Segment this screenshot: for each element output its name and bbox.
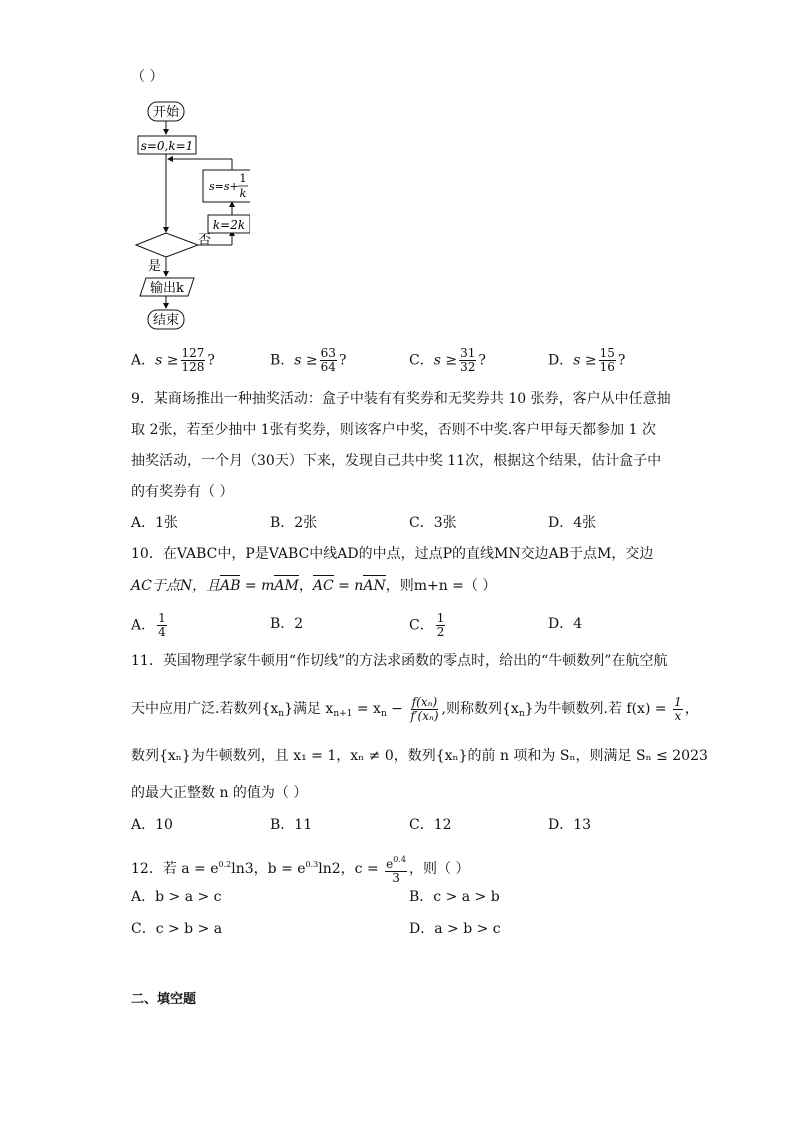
flowchart (130, 98, 250, 334)
q11-f-num: 1 (674, 694, 682, 709)
vector-am: AM (274, 578, 299, 594)
frac-den: 32 (460, 360, 476, 374)
q12-a-tail: ln3，b = e (231, 861, 306, 877)
q9-line-2: 取 2张，若至少抽中 1张有奖券，则该客户中奖，否则不中奖.客户甲每天都参加 1 次 (131, 422, 656, 438)
vector-an: AN (363, 578, 386, 594)
vector-ac: AC (312, 578, 334, 594)
q12-option-c[interactable]: C．c > b > a (131, 921, 223, 937)
q12-option-b[interactable]: B．c > a > b (409, 889, 500, 905)
q10-text-a: AC于点N，且 (131, 578, 221, 594)
frac-den: 4 (158, 625, 166, 639)
q10-line-2 (131, 576, 496, 596)
q9-option-d[interactable]: D．4张 (548, 515, 597, 531)
q11-f-den: x (674, 708, 682, 723)
q12-stem (131, 852, 469, 885)
flow-yes-label: 是 (148, 259, 162, 274)
vector-ab: AB (220, 578, 241, 594)
flow-update-s-den: k (239, 187, 247, 200)
q8-option-a[interactable] (131, 347, 215, 374)
q8-option-d[interactable] (548, 347, 625, 374)
q11-t-a: 天中应用广泛.若数列{x (131, 701, 279, 717)
q9-option-a[interactable]: A．1张 (131, 515, 179, 531)
frac-num: 31 (460, 346, 476, 360)
flow-output-text: 输出k (150, 281, 184, 296)
option-tail: ? (617, 352, 626, 369)
q11-line-2: 天中应用广泛.若数列$\{x_n\}$满足 $x_{n+1} = x_n$ − $\frac{\text{f(xₙ)}}{\text{f′(xₙ)}}$ ,则称数列$\{x_n\}$为牛顿数列.若 f(x) = $\frac{1}{x}$ ， (131, 694, 699, 723)
q10-text-e: ，则m+n =（ ） (385, 578, 497, 594)
q11-t-c: = x (352, 701, 381, 717)
option-tail: ? (478, 352, 486, 369)
q11-t-d: − (386, 701, 408, 717)
q10-option-a[interactable] (131, 612, 169, 639)
q10-option-b[interactable]: B．2 (270, 616, 304, 632)
q12-a-exp: 0.2 (218, 860, 232, 869)
q11-t-f: }为牛顿数列.若 f(x) = (524, 701, 672, 717)
flow-update-k-text: k=2k (212, 218, 246, 232)
flow-update-s-prefix: s=s+ (209, 180, 239, 193)
q12-prefix: 12．若 a = e (131, 861, 219, 877)
frac-num: 1 (158, 611, 166, 625)
flow-decision (136, 233, 198, 257)
option-tail: ? (207, 352, 215, 369)
q10-text-d: = n (333, 578, 364, 594)
option-label: A． (131, 617, 156, 634)
q12-c-num: e (386, 857, 394, 871)
option-rel: s ≥ (155, 352, 179, 369)
q11-line-4: 的最大正整数 n 的值为（ ） (131, 785, 308, 801)
option-rel: s ≥ (294, 352, 318, 369)
q9-line-1: 9．某商场推出一种抽奖活动：盒子中装有有奖券和无奖券共 10 张券，客户从中任意抽 (131, 391, 671, 407)
q11-option-a[interactable]: A．10 (131, 817, 173, 833)
option-tail: ? (338, 352, 347, 369)
q10-line-1: 10．在VABC中，P是VABC中线AD的中点，过点P的直线MN交边AB于点M，交边 (131, 546, 654, 562)
q11-frac-den: f′(xₙ) (410, 708, 439, 723)
frac-num: 63 (320, 346, 336, 360)
top-paren: （ ） (131, 69, 164, 85)
q12-c-num-exp: 0.4 (393, 855, 406, 864)
q12-suffix: ，则（ ） (409, 861, 470, 877)
flow-init-text: s=0,k=1 (140, 139, 194, 153)
q10-option-d[interactable]: D．4 (548, 616, 583, 632)
q12-b-exp: 0.3 (305, 860, 319, 869)
q11-option-d[interactable]: D．13 (548, 817, 592, 833)
option-label: C． (409, 352, 434, 369)
q11-line-3: 数列{xₙ}为牛顿数列，且 x₁ = 1，xₙ ≠ 0，数列{xₙ}的前 n 项和为 Sₙ，则满足 Sₙ ≤ 2023 (131, 748, 708, 764)
frac-den: 64 (320, 360, 336, 374)
q9-line-3: 抽奖活动，一个月（30天）下来，发现自己共中奖 11次，根据这个结果，估计盒子中 (131, 453, 662, 469)
q11-option-b[interactable]: B．11 (270, 817, 313, 833)
section-title: 二、填空题 (131, 992, 197, 1007)
q11-line-1: 11．英国物理学家牛顿用“作切线”的方法求函数的零点时，给出的“牛顿数列”在航空航 (131, 653, 668, 669)
q12-option-d[interactable]: D．a > b > c (409, 921, 501, 937)
q9-option-b[interactable]: B．2张 (270, 515, 318, 531)
frac-den: 16 (599, 360, 615, 374)
q9-option-c[interactable]: C．3张 (409, 515, 457, 531)
q11-t-b: }满足 x (284, 701, 334, 717)
option-label: C． (409, 617, 434, 634)
q11-option-c[interactable]: C．12 (409, 817, 452, 833)
q12-c-den: 3 (392, 871, 400, 885)
q11-t-g: ， (684, 701, 699, 717)
q8-option-c[interactable] (409, 347, 486, 374)
option-label: A． (131, 352, 156, 369)
frac-num: 1 (436, 611, 445, 625)
q12-b-tail: ln2，c = (318, 861, 384, 877)
flow-update-s-num: 1 (239, 172, 247, 185)
frac-den: 128 (181, 360, 205, 374)
q12-option-a[interactable]: A．b > a > c (131, 889, 222, 905)
flow-start-text: 开始 (152, 105, 180, 120)
option-rel: s ≥ (573, 352, 597, 369)
q8-option-b[interactable] (270, 347, 346, 374)
frac-num: 15 (599, 346, 615, 360)
q10-option-c[interactable] (409, 612, 447, 639)
q9-line-4: 的有奖券有（ ） (131, 484, 234, 500)
frac-den: 2 (436, 625, 445, 639)
frac-num: 127 (181, 346, 205, 360)
flow-no-label: 否 (198, 233, 212, 248)
q10-text-c: ， (298, 578, 313, 594)
option-rel: s ≥ (433, 352, 458, 369)
q11-frac-num: f(xₙ) (411, 694, 438, 709)
q10-text-b: = m (240, 578, 275, 594)
q11-t-e: ,则称数列{x (441, 701, 519, 717)
flow-end-text: 结束 (152, 313, 180, 328)
option-label: D． (548, 352, 574, 369)
option-label: B． (270, 352, 295, 369)
